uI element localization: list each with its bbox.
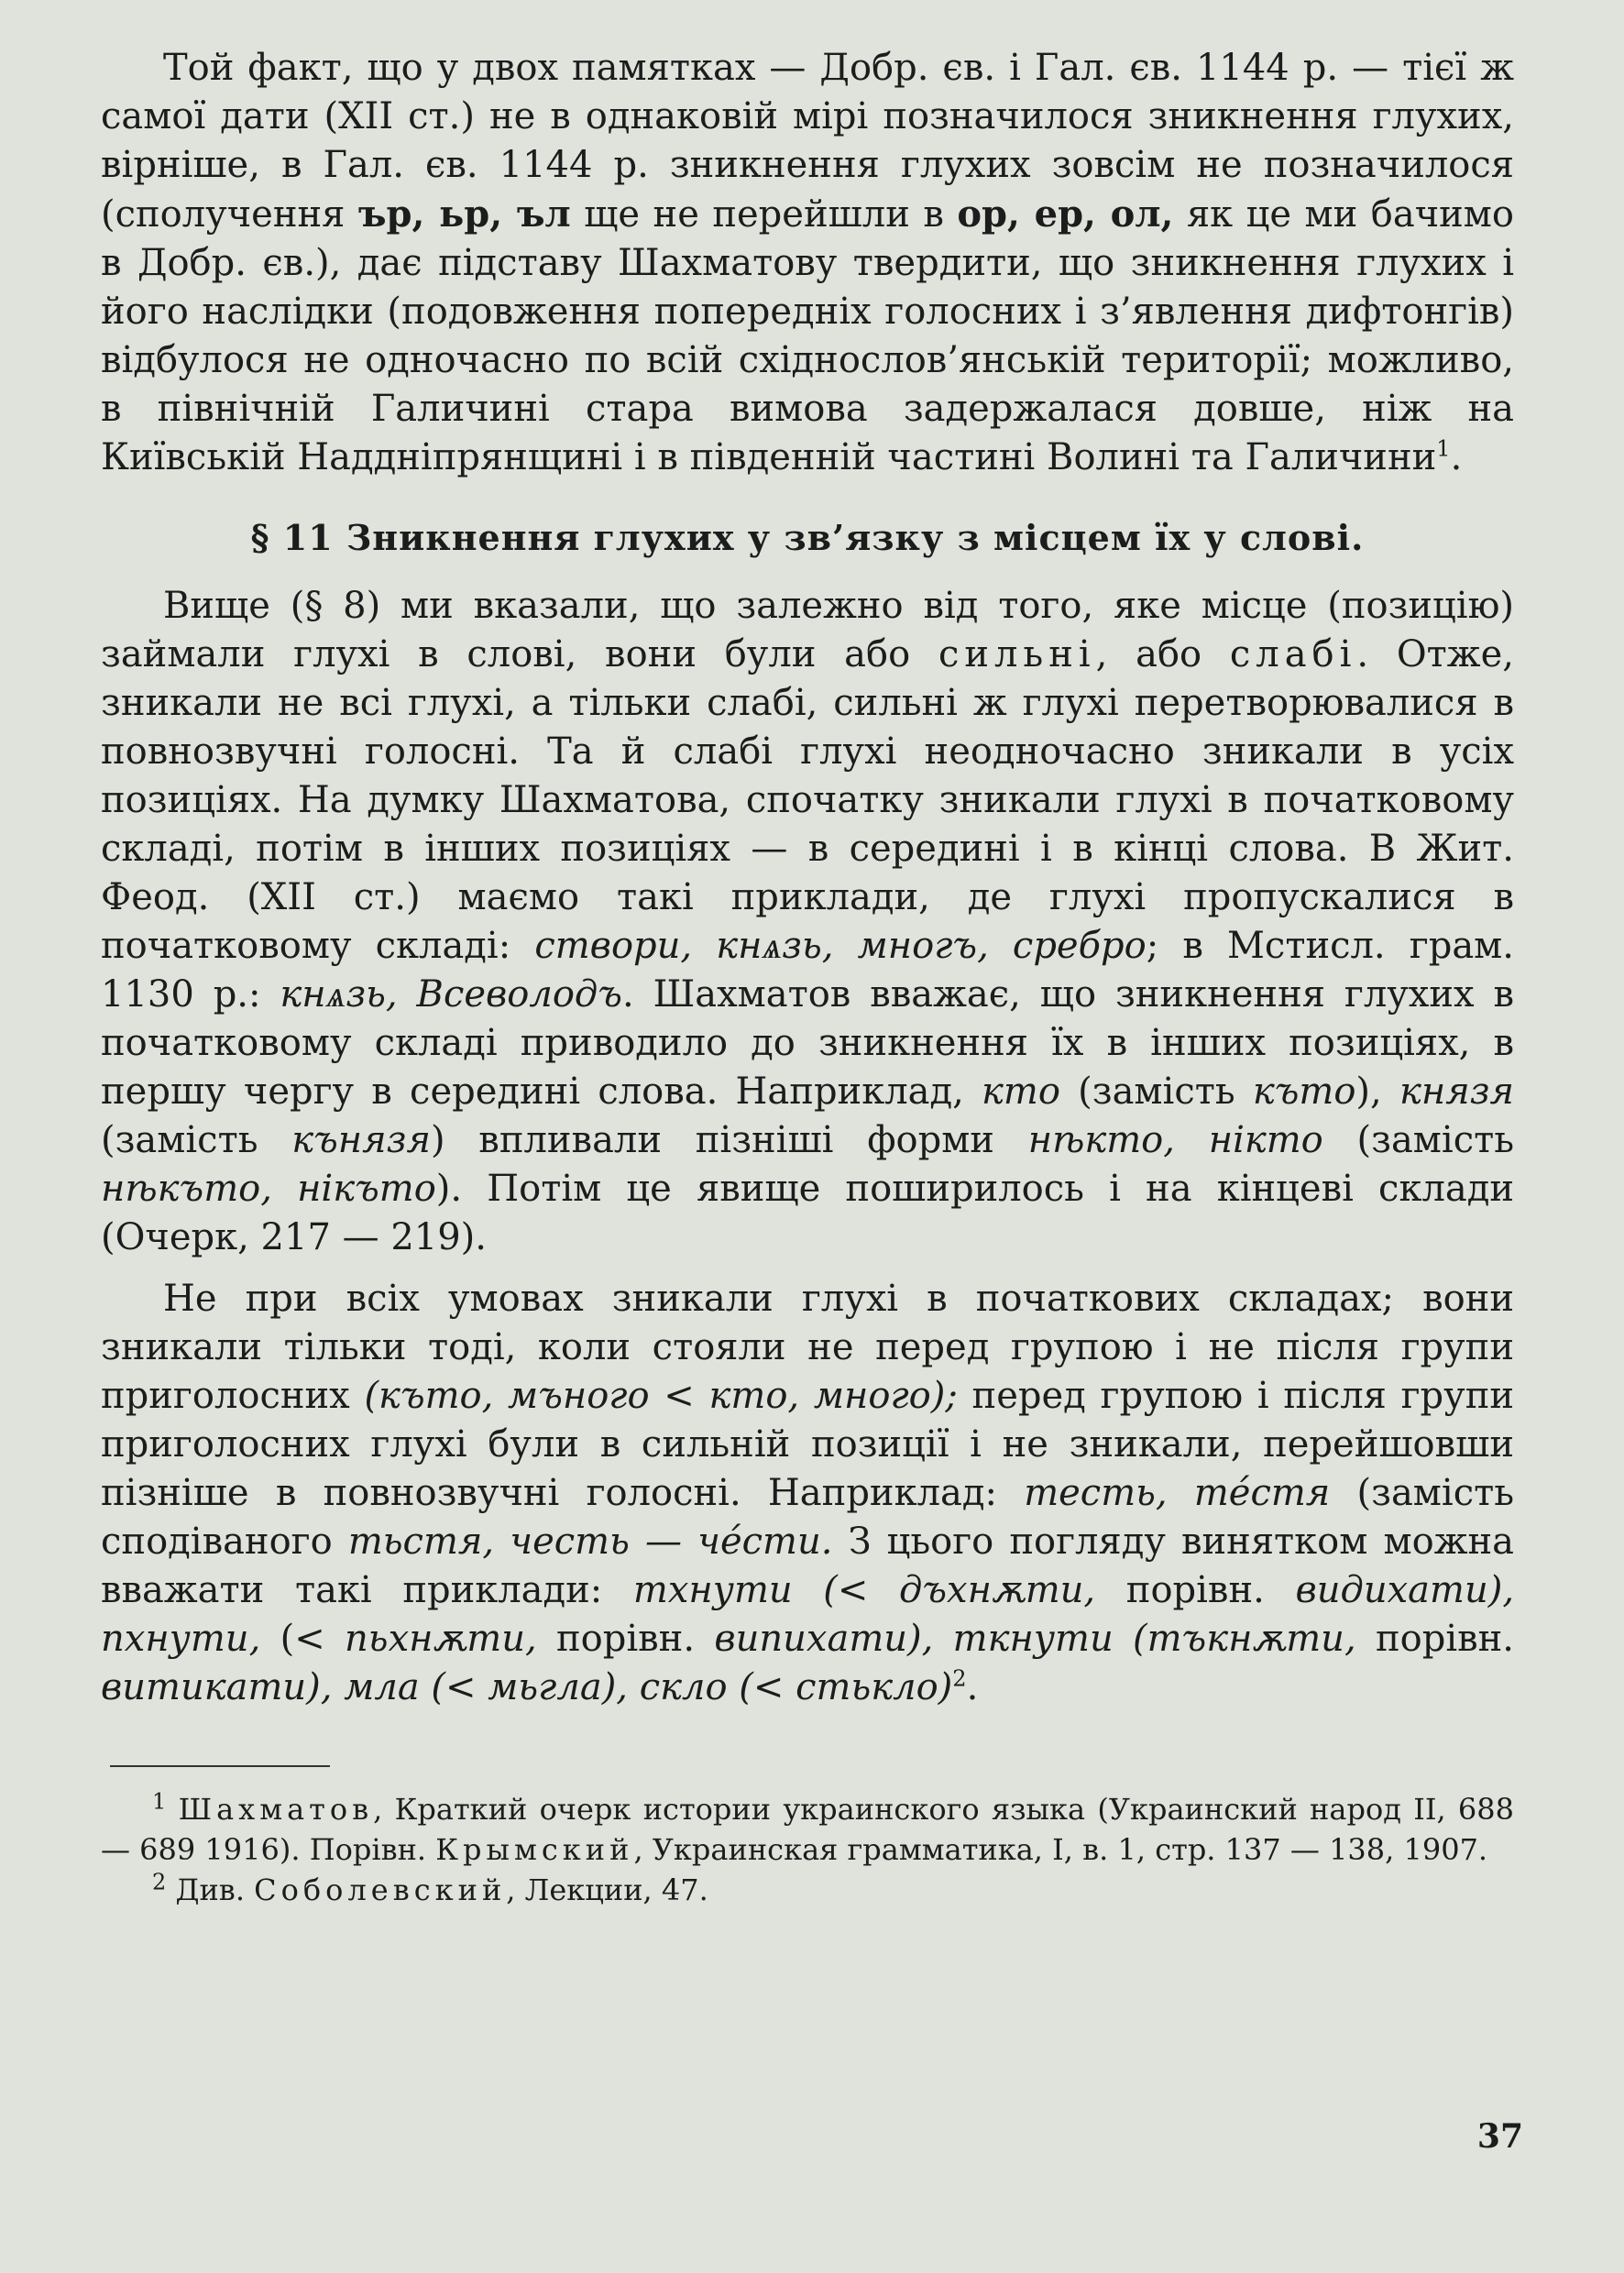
footnote-2: $^2$ Див. Соболевский, Лекции, 47.: [152, 1869, 708, 1907]
page-number: 37: [1476, 2117, 1523, 2156]
section-heading: § 11 Зникнення глухих у зв’язку з місцем їх у слові.: [250, 517, 1365, 558]
paragraph-3: Не при всіх умовах зникали глухі в початкових складах; вони зникали тільки тоді, коли стояли не перед групою і не після групи приголосних (къто, мъного < кто, много); перед групою і після групи приголосних глухі були в сильній позиції і не зникали, перейшовши пізніше в повнозвучні голосні. Наприклад: тесть, те́стя (замість сподіваного тьстя, честь — че́сти. З цього погляду винятком можна вважати такі приклади: тхнути (< дъхнѫти, порівн. видихати), пхнути, (< пьхнѫти, порівн. випихати), ткнути (тъкнѫти, порівн. витикати), мла (< мьгла), скло (< стькло)$^2$.: [101, 1278, 1515, 1708]
paragraph-1: Той факт, що у двох памятках — Добр. єв. і Гал. єв. 1144 р. — тієї ж самої дати (XII ст.) не в однаковій мірі позначилося зникнення глухих, вірніше, в Гал. єв. 1144 р. зникнення глухих зовсім не позначилося (сполучення ър, ьр, ъл ще не перейшли в ор, ер, ол, як це ми бачимо в Добр. єв.), дає підставу Шахматову твердити, що зникнення глухих і його наслідки (подовження попередніх голосних і з’явлення дифтонгів) відбулося не одночасно по всій східнослов’янській території; можливо, в північній Галичині стара вимова задержалася довше, ніж на Київській Наддніпрянщині і в південній частині Волині та Галичини$^1$.: [101, 47, 1515, 478]
paragraph-2: Вище (§ 8) ми вказали, що залежно від того, яке місце (позицію) займали глухі в слові, вони були або сильні, або слабі. Отже, зникали не всі глухі, а тільки слабі, сильні ж глухі перетворювалися в повнозвучні голосні. Та й слабі глухі неодночасно зникали в усіх позиціях. На думку Шахматова, спочатку зникали глухі в початковому складі, потім в інших позиціях — в середині і в кінці слова. В Жит. Феод. (XII ст.) маємо такі приклади, де глухі пропускалися в початковому складі: створи, кнѧзь, многъ, сребро; в Мстисл. грам. 1130 р.: кнѧзь, Всеволодъ. Шахматов вважає, що зникнення глухих в початковому складі приводило до зникнення їх в інших позиціях, в першу чергу в середині слова. Наприклад, кто (замість къто), князя (замість кънязя) впливали пізніші форми нѣкто, нікто (замість нѣкъто, нікъто). Потім це явище поширилось і на кінцеві склади (Очерк, 217 — 219).: [101, 585, 1515, 1258]
footnote-divider: [110, 1765, 330, 1767]
footnote-1: $^1$ Шахматов, Краткий очерк истории украинского языка (Украинский народ II, 688 — 689 1916). Порівн. Крымский, Украинская грамматика, I, в. 1, стр. 137 — 138, 1907.: [101, 1788, 1514, 1867]
